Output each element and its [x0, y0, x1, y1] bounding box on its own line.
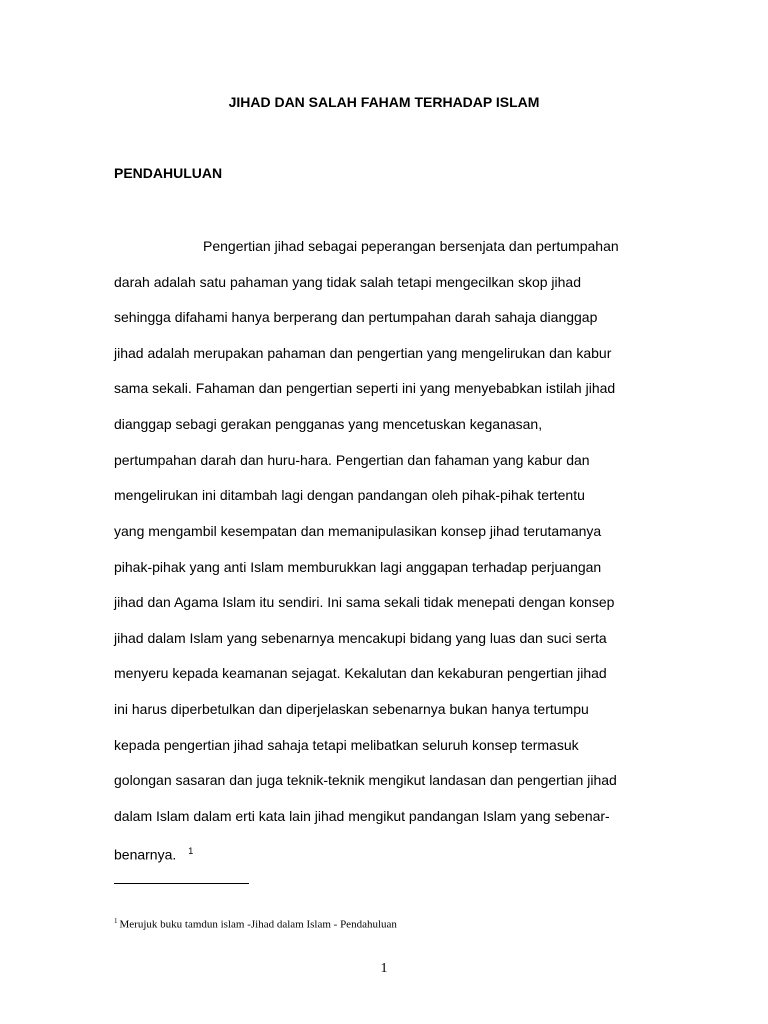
paragraph-line: menyeru kepada keamanan sejagat. Kekalutan dan kekaburan pengertian jihad — [114, 665, 607, 681]
paragraph-line: jihad dan Agama Islam itu sendiri. Ini sama sekali tidak menepati dengan konsep — [114, 594, 615, 610]
paragraph-last-line — [114, 842, 193, 864]
footnote-reference[interactable]: 1 — [188, 846, 194, 856]
paragraph-line: pihak-pihak yang anti Islam memburukkan lagi anggapan terhadap perjuangan — [114, 559, 602, 575]
paragraph-line: sehingga difahami hanya berperang dan pertumpahan darah sahaja dianggap — [114, 309, 598, 325]
paragraph-line: sama sekali. Fahaman dan pengertian seperti ini yang menyebabkan istilah jihad — [114, 380, 616, 396]
footnote — [114, 914, 397, 932]
paragraph-line: mengelirukan ini ditambah lagi dengan pandangan oleh pihak-pihak tertentu — [114, 487, 585, 503]
paragraph-line: jihad adalah merupakan pahaman dan pengertian yang mengelirukan dan kabur — [114, 345, 612, 361]
paragraph-line: benarnya. — [114, 846, 177, 863]
document-title: JIHAD DAN SALAH FAHAM TERHADAP ISLAM — [228, 94, 540, 110]
paragraph-line: darah adalah satu pahaman yang tidak salah tetapi mengecilkan skop jihad — [114, 274, 581, 290]
paragraph-line: pertumpahan darah dan huru-hara. Pengertian dan fahaman yang kabur dan — [114, 452, 590, 468]
paragraph-line: yang mengambil kesempatan dan memanipulasikan konsep jihad terutamanya — [114, 523, 602, 539]
footnote-text: Merujuk buku tamdun islam -Jihad dalam Islam - Pendahuluan — [119, 918, 397, 931]
paragraph-line: ini harus diperbetulkan dan diperjelaskan sebenarnya bukan hanya tertumpu — [114, 701, 589, 717]
section-heading: PENDAHULUAN — [114, 165, 223, 181]
paragraph-line: Pengertian jihad sebagai peperangan bersenjata dan pertumpahan — [203, 238, 619, 254]
paragraph-line: dianggap sebagi gerakan pengganas yang mencetuskan keganasan, — [114, 416, 543, 432]
paragraph-line: kepada pengertian jihad sahaja tetapi melibatkan seluruh konsep termasuk — [114, 737, 579, 753]
footnote-number: 1 — [114, 917, 118, 925]
paragraph-line: dalam Islam dalam erti kata lain jihad mengikut pandangan Islam yang sebenar- — [114, 808, 610, 824]
page-number: 1 — [380, 961, 388, 976]
paragraph-line: jihad dalam Islam yang sebenarnya mencakupi bidang yang luas dan suci serta — [114, 630, 607, 646]
paragraph-line: golongan sasaran dan juga teknik-teknik mengikut landasan dan pengertian jihad — [114, 772, 617, 788]
footnote-divider — [114, 883, 249, 884]
